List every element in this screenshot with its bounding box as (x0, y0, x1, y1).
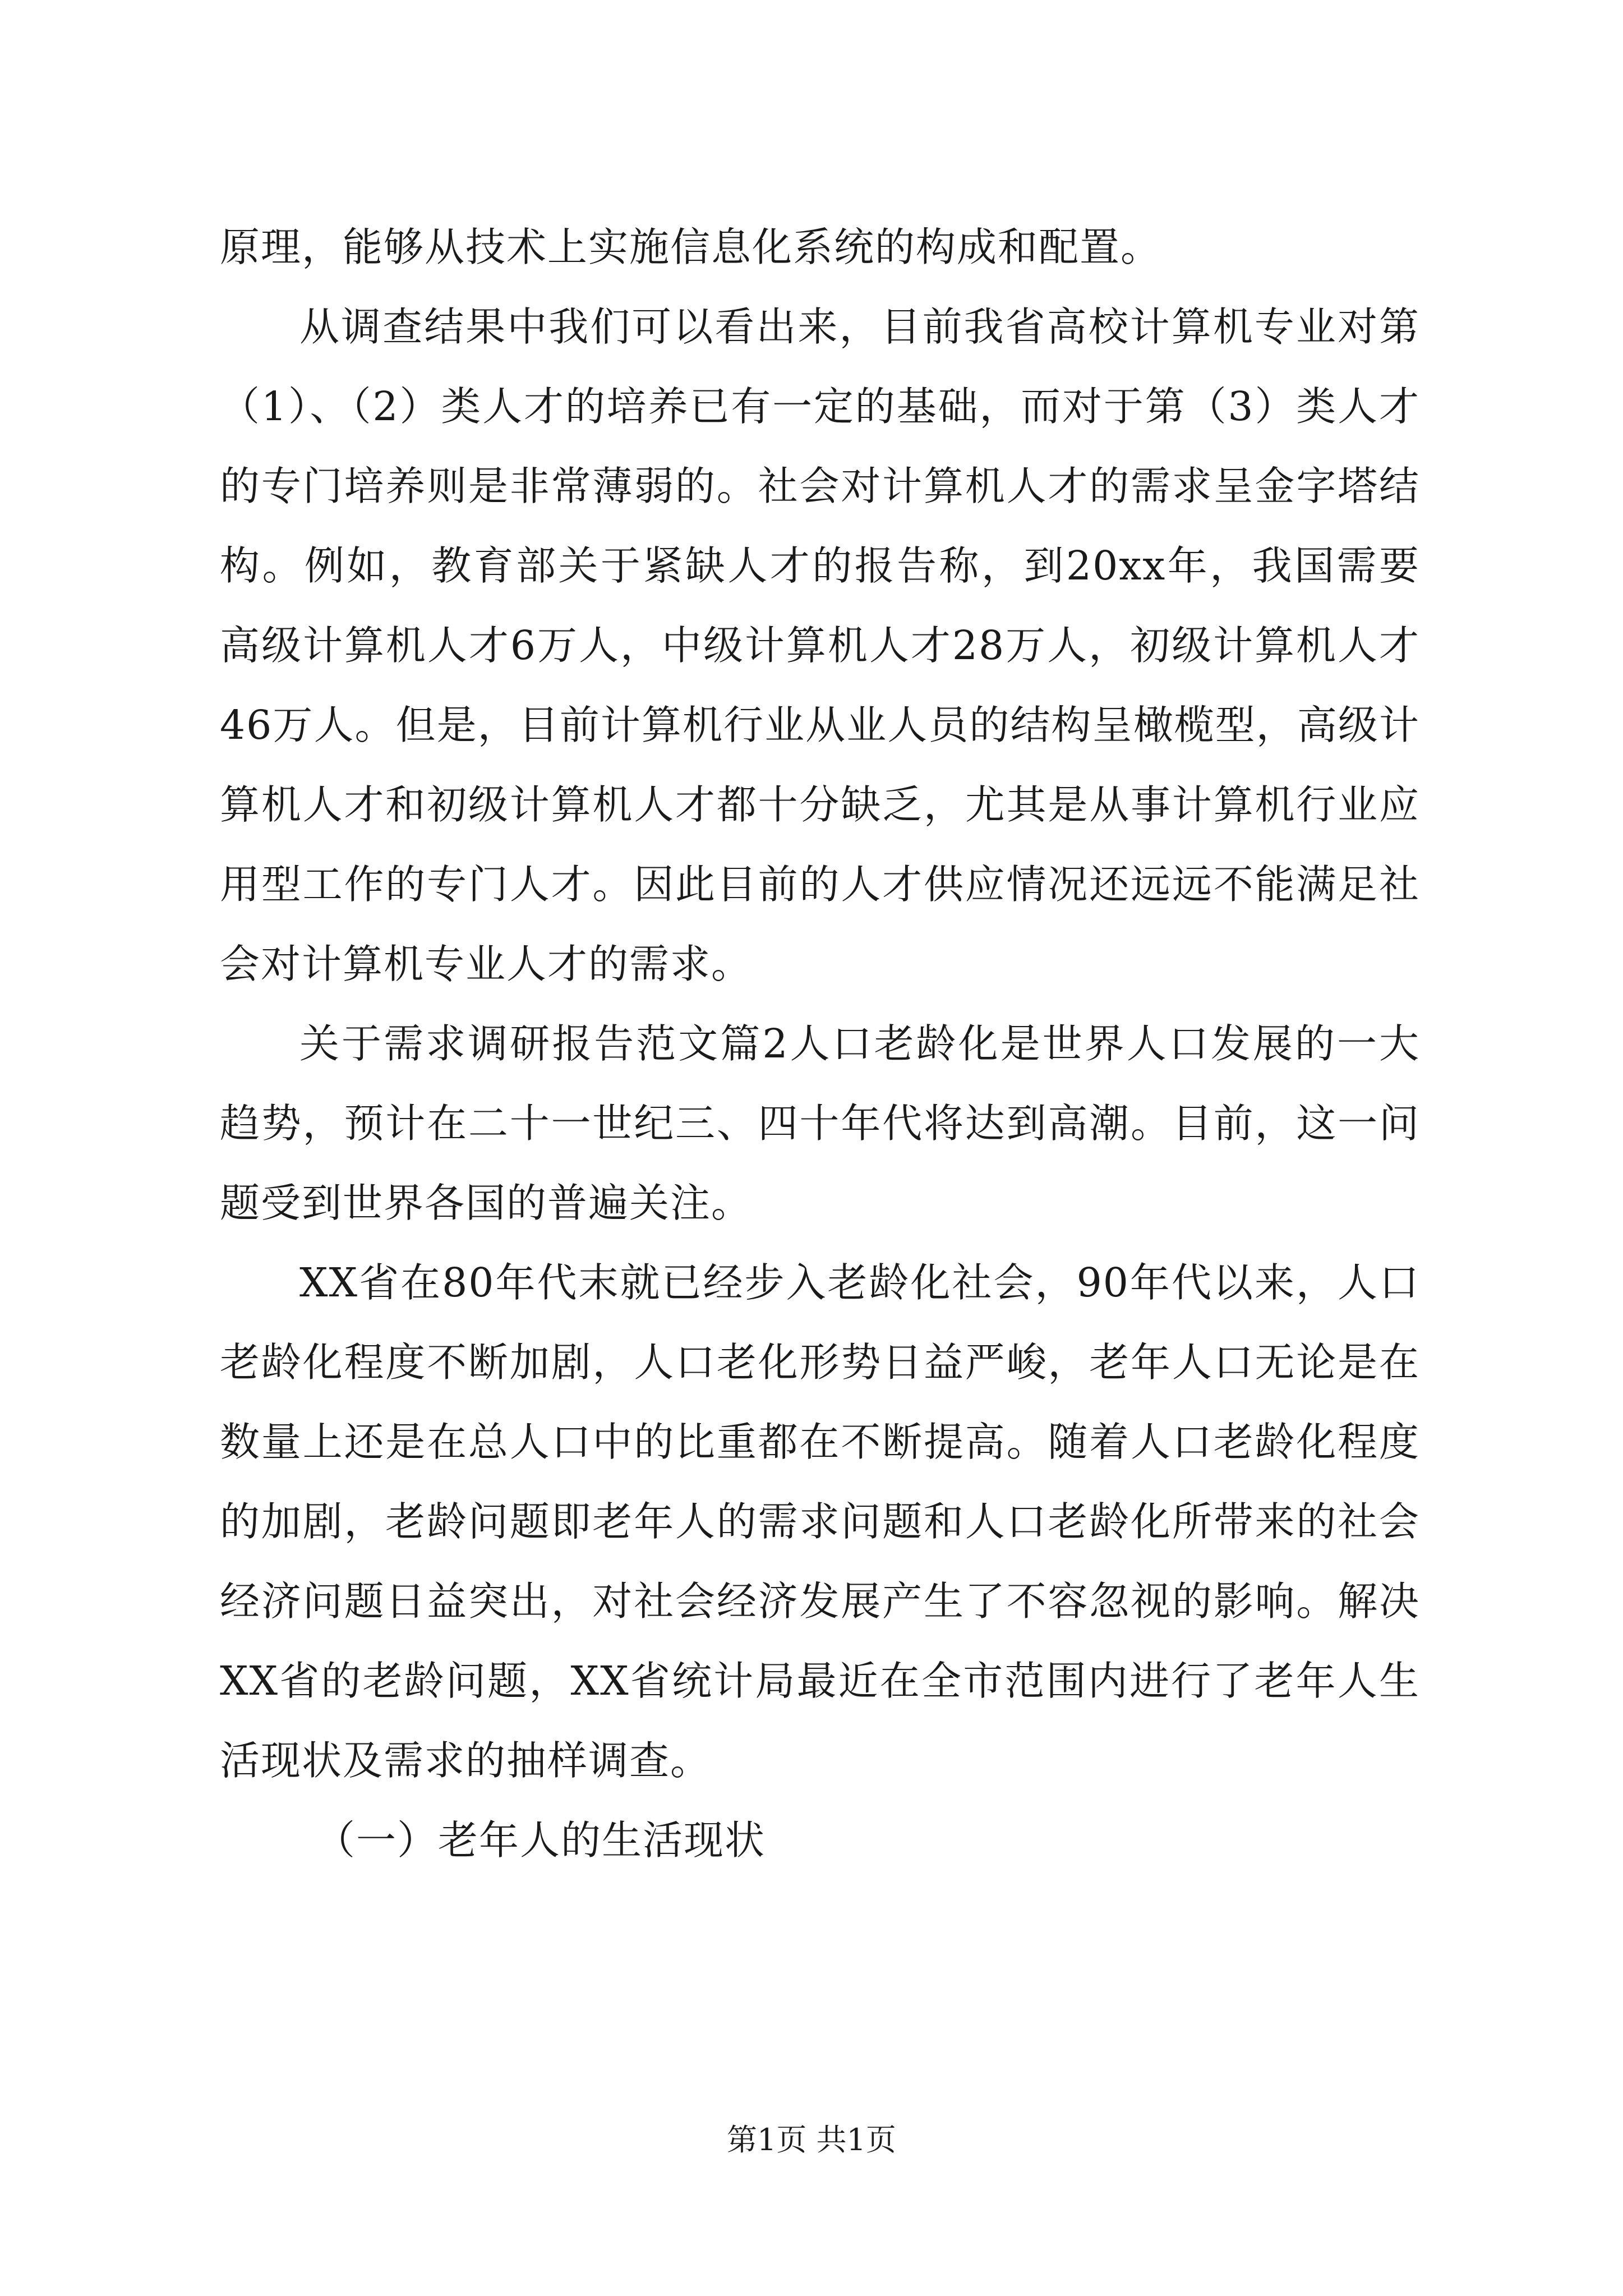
paragraph-province-aging: XX省在80年代末就已经步入老龄化社会，90年代以来，人口老龄化程度不断加剧，人口老化形势日益严峻，老年人口无论是在数量上还是在总人口中的比重都在不断提高。随着人口老龄化程度的加剧，老龄问题即老年人的需求问题和人口老龄化所带来的社会经济问题日益突出，对社会经济发展产生了不容忽视的影响。解决XX省的老龄问题，XX省统计局最近在全市范围内进行了老年人生活现状及需求的抽样调查。 (220, 1259, 1420, 1784)
section-heading: （一）老年人的生活现状 (315, 1817, 766, 1864)
page-footer: 第1页 共1页 (727, 2122, 896, 2157)
paragraph-talent-demand: 从调查结果中我们可以看出来，目前我省高校计算机专业对第（1）、（2）类人才的培养已有一定的基础，而对于第（3）类人才的专门培养则是非常薄弱的。社会对计算机人才的需求呈金字塔结构。例如，教育部关于紧缺人才的报告称，到20xx年，我国需要高级计算机人才6万人，中级计算机人才28万人，初级计算机人才46万人。但是，目前计算机行业从业人员的结构呈橄榄型，高级计算机人才和初级计算机人才都十分缺乏，尤其是从事计算机行业应用型工作的专门人才。因此目前的人才供应情况还远远不能满足社会对计算机专业人才的需求。 (220, 303, 1420, 987)
paragraph-continuation: 原理，能够从技术上实施信息化系统的构成和配置。 (220, 224, 1162, 270)
document-body (220, 208, 1420, 1880)
paragraph-aging-trend: 关于需求调研报告范文篇2人口老龄化是世界人口发展的一大趋势，预计在二十一世纪三、四十年代将达到高潮。目前，这一问题受到世界各国的普遍关注。 (220, 1020, 1420, 1226)
